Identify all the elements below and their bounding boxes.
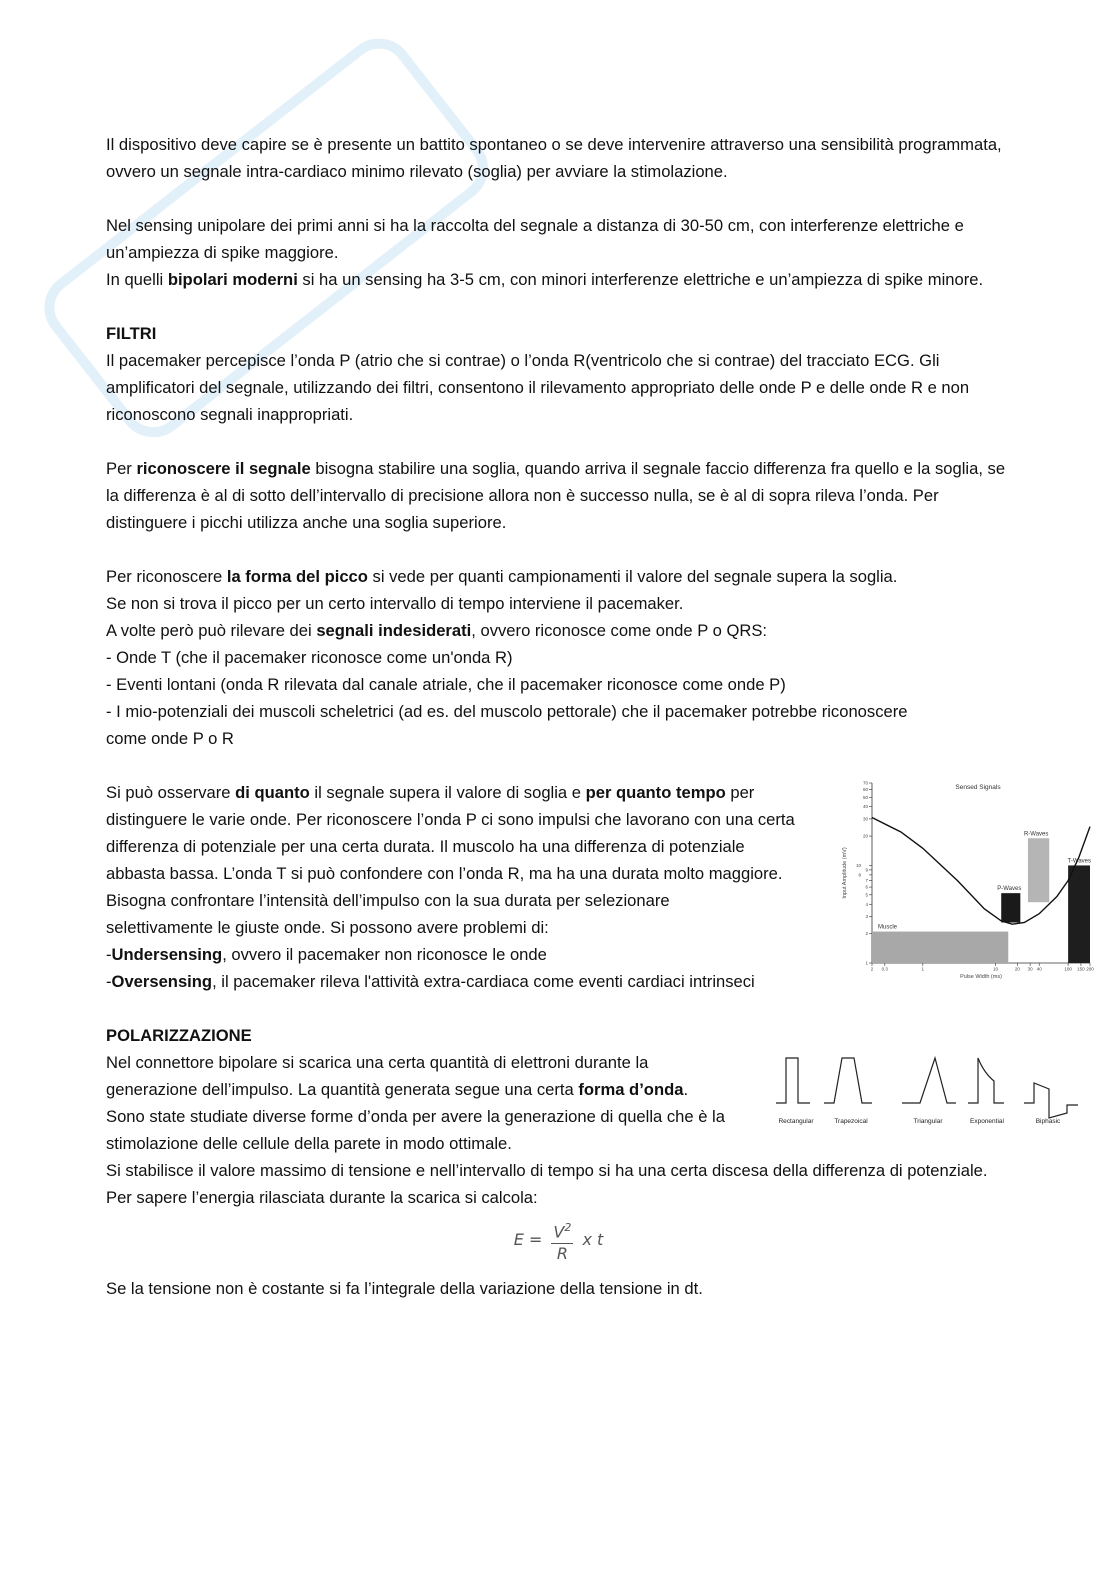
- exponential-wave: [968, 1058, 1004, 1103]
- region-t-waves: [1068, 865, 1090, 963]
- x-tick-label: 10: [992, 966, 998, 972]
- y-tick-label: 6: [865, 884, 868, 890]
- waveform-label: Exponential: [970, 1118, 1004, 1125]
- y-tick-label: 5: [865, 892, 868, 898]
- y-tick-label: 50: [862, 794, 868, 800]
- sensed-signals-figure: [838, 775, 1108, 980]
- region-label: P-Waves: [997, 886, 1022, 893]
- y-tick-label: 7: [865, 878, 868, 884]
- document-body: [106, 131, 1094, 1329]
- paragraph: Si può osservare di quanto il segnale supera il valore di soglia e per quanto tempo per distinguere le varie onde. Per riconoscere l’onda P ci sono impulsi che lavorano con una certa differenza di potenziale per una certa durata. Il muscolo ha una differenza di potenziale abbasta bassa. L’onda T si può confondere con l’onda R, ma ha una durata molto maggiore.: [106, 783, 795, 883]
- y-tick-label: 4: [865, 901, 868, 907]
- y-tick-label: 40: [862, 804, 868, 810]
- biphasic-wave: [1024, 1083, 1078, 1118]
- paragraph: Nel connettore bipolare si scarica una certa quantità di elettroni durante la generazione dell’impulso. La quantità generata segue una certa forma d’onda. Sono state studiate diverse forme d’onda per avere la generazione di quella che è la stimolazione delle cellule della parete in modo ottimale.: [106, 1053, 725, 1153]
- region-p-waves: [1001, 893, 1020, 922]
- y-tick-label: 3: [865, 913, 868, 919]
- y-tick-label: 10: [855, 862, 861, 868]
- paragraph: Nel sensing unipolare dei primi anni si ha la raccolta del segnale a distanza di 30-50 cm, con interferenze elettriche e un’ampiezza di spike maggiore.: [106, 216, 964, 262]
- rectangular-wave: [776, 1058, 810, 1103]
- region-label: Muscle: [878, 924, 898, 931]
- y-tick-label: 30: [862, 816, 868, 822]
- waveform-label: Rectangular: [778, 1118, 814, 1125]
- waveform-shapes-figure: [772, 1043, 1082, 1128]
- paragraph: Il pacemaker percepisce l’onda P (atrio che si contrae) o l’onda R(ventricolo che si contrae) del tracciato ECG. Gli amplificatori del segnale, utilizzando dei filtri, consentono il rilevamento appropriato delle onde P e delle onde R e non riconoscono segnali inappropriati.: [106, 351, 970, 424]
- y-tick-label: 70: [862, 780, 868, 786]
- y-tick-label: 1: [865, 960, 868, 966]
- waveform-figure: [772, 1043, 1082, 1128]
- paragraph: Se la tensione non è costante si fa l’integrale della variazione della tensione in dt.: [106, 1279, 703, 1298]
- threshold-curve: [872, 818, 1090, 925]
- region-r-waves: [1028, 838, 1049, 902]
- paragraph: Se non si trova il picco per un certo intervallo di tempo interviene il pacemaker.: [106, 594, 684, 613]
- paragraph: Per riconoscere il segnale bisogna stabilire una soglia, quando arriva il segnale faccio differenza fra quello e la soglia, se la differenza è al di sotto dell’intervallo di precisione allora non è successo nulla, se è al di sopra rileva l’onda. Per distinguere i picchi utilizza anche una soglia superiore.: [106, 459, 1006, 532]
- y-tick-label: 20: [862, 833, 868, 839]
- x-tick-label: 1: [921, 966, 925, 972]
- x-tick-label: 20: [1014, 966, 1020, 972]
- paragraph: Per riconoscere la forma del picco si vede per quanti campionamenti il valore del segnale supera la soglia.: [106, 567, 898, 586]
- waveform-label: Triangular: [913, 1118, 943, 1125]
- x-tick-label: 150: [1077, 966, 1085, 972]
- list-item: - Onde T (che il pacemaker riconosce come un'onda R): [106, 648, 513, 667]
- x-tick-label: 40: [1036, 966, 1042, 972]
- list-item: - I mio-potenziali dei muscoli scheletrici (ad es. del muscolo pettorale) che il pacemaker potrebbe riconoscere come onde P o R: [106, 702, 908, 748]
- section-heading-filtri: FILTRI: [106, 324, 157, 343]
- paragraph: In quelli bipolari moderni si ha un sensing ha 3-5 cm, con minori interferenze elettriche e un’ampiezza di spike minore.: [106, 270, 984, 289]
- sensed-signals-chart: [838, 775, 1108, 980]
- y-tick-label: 60: [862, 787, 868, 793]
- triangular-wave: [902, 1058, 956, 1103]
- list-item: - Eventi lontani (onda R rilevata dal canale atriale, che il pacemaker riconosce come onde P): [106, 675, 786, 694]
- y-tick-label: 8: [858, 872, 861, 878]
- x-tick-label: 30: [1027, 966, 1033, 972]
- x-axis-label: Pulse Width (ms): [960, 974, 1002, 980]
- paragraph: A volte però può rilevare dei segnali indesiderati, ovvero riconosce come onde P o QRS:: [106, 621, 768, 640]
- y-tick-label: 9: [865, 867, 868, 873]
- x-tick-label: 200: [1086, 966, 1094, 972]
- y-tick-label: 2: [865, 931, 868, 937]
- region-label: T-Waves: [1067, 858, 1091, 865]
- paragraph: Si stabilisce il valore massimo di tensione e nell’intervallo di tempo si ha una certa discesa della differenza di potenziale. Per sapere l’energia rilasciata durante la scarica si calcola:: [106, 1161, 988, 1207]
- x-tick-label: 0.3: [881, 966, 888, 972]
- region-label: R-Waves: [1023, 831, 1049, 838]
- x-tick-label: 100: [1064, 966, 1072, 972]
- waveform-label: Biphasic: [1035, 1118, 1061, 1125]
- waveform-label: Trapezoical: [834, 1118, 868, 1125]
- paragraph: Bisogna confrontare l’intensità dell’impulso con la sua durata per selezionare selettivamente le giuste onde. Si possono avere problemi di:: [106, 891, 670, 937]
- paragraph: -Oversensing, il pacemaker rileva l'attività extra-cardiaca come eventi cardiaci intrinseci: [106, 972, 755, 991]
- trapezoidal-wave: [824, 1058, 872, 1103]
- y-axis-label: Input Amplitude (mV): [842, 847, 848, 899]
- section-heading-polarizzazione: POLARIZZAZIONE: [106, 1026, 252, 1045]
- chart-title: Sensed Signals: [955, 784, 1001, 791]
- region-muscle: [872, 932, 1008, 963]
- x-tick-label: 2: [870, 966, 874, 972]
- paragraph: -Undersensing, ovvero il pacemaker non riconosce le onde: [106, 945, 547, 964]
- paragraph: Il dispositivo deve capire se è presente un battito spontaneo o se deve intervenire attraverso una sensibilità programmata, ovvero un segnale intra-cardiaco minimo rilevato (soglia) per avviare la stimolazione.: [106, 135, 1002, 181]
- energy-formula: E = $\frac{V^2}{R}$ x t: [106, 1217, 1011, 1263]
